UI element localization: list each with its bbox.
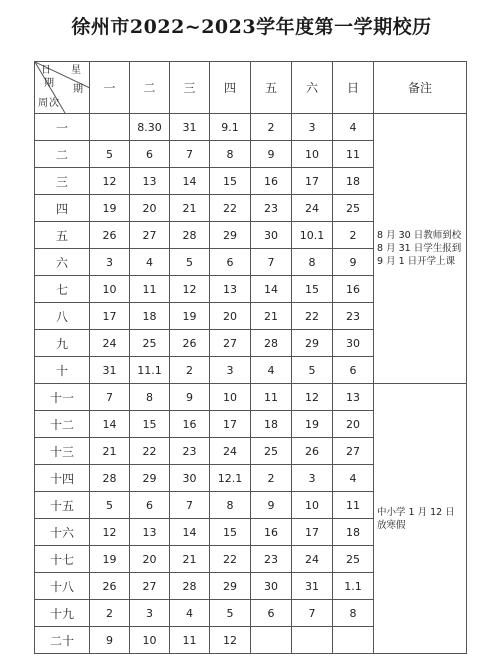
- day-header-wed: 三: [170, 62, 210, 114]
- date-cell: 28: [90, 465, 130, 492]
- school-calendar-table: [34, 61, 467, 654]
- week-number-cell: 八: [35, 303, 90, 330]
- date-cell: 15: [130, 411, 170, 438]
- week-number-cell: 五: [35, 222, 90, 249]
- date-cell: 29: [130, 465, 170, 492]
- note-winter-break: [374, 384, 467, 654]
- date-cell: 15: [210, 168, 251, 195]
- date-cell: 8: [130, 384, 170, 411]
- note-semester-start: [374, 114, 467, 384]
- date-cell: 9: [333, 249, 374, 276]
- day-header-sun: 日: [333, 62, 374, 114]
- date-cell: 12: [210, 627, 251, 654]
- date-cell: 25: [130, 330, 170, 357]
- corner-label-qi-top: 期: [44, 78, 54, 89]
- date-cell: 6: [130, 492, 170, 519]
- week-number-cell: 一: [35, 114, 90, 141]
- date-cell: 19: [292, 411, 333, 438]
- date-cell: 11: [333, 141, 374, 168]
- note-line: 中小学 1 月 12 日: [377, 506, 455, 518]
- date-cell: 28: [251, 330, 292, 357]
- date-cell: 5: [210, 600, 251, 627]
- week-number-cell: 七: [35, 276, 90, 303]
- date-cell: 6: [210, 249, 251, 276]
- date-cell: 11: [333, 492, 374, 519]
- page-title: 徐州市2022~2023学年度第一学期校历: [71, 16, 432, 38]
- date-cell: 19: [90, 546, 130, 573]
- day-header-thu: 四: [210, 62, 251, 114]
- date-cell: 7: [170, 141, 210, 168]
- date-cell: 23: [333, 303, 374, 330]
- date-cell: 22: [210, 195, 251, 222]
- date-cell: 3: [292, 465, 333, 492]
- date-cell: 12: [292, 384, 333, 411]
- date-cell: 29: [210, 573, 251, 600]
- date-cell: 27: [130, 222, 170, 249]
- date-cell: 23: [170, 438, 210, 465]
- week-number-cell: 十: [35, 357, 90, 384]
- date-cell: 16: [251, 168, 292, 195]
- corner-label-ri: 日: [41, 65, 51, 76]
- date-cell: 11: [251, 384, 292, 411]
- date-cell: 7: [292, 600, 333, 627]
- date-cell: 18: [251, 411, 292, 438]
- date-cell: 30: [251, 222, 292, 249]
- date-cell: 8: [210, 141, 251, 168]
- date-cell: 22: [130, 438, 170, 465]
- date-cell: 2: [170, 357, 210, 384]
- date-cell: 2: [90, 600, 130, 627]
- date-cell: 10: [292, 492, 333, 519]
- date-cell: 5: [292, 357, 333, 384]
- date-cell: 14: [170, 519, 210, 546]
- date-cell: 4: [333, 465, 374, 492]
- day-header-fri: 五: [251, 62, 292, 114]
- date-cell: 10.1: [292, 222, 333, 249]
- date-cell: 9: [170, 384, 210, 411]
- week-number-cell: 十五: [35, 492, 90, 519]
- date-cell: 15: [292, 276, 333, 303]
- date-cell: 7: [90, 384, 130, 411]
- date-cell: 12: [170, 276, 210, 303]
- date-cell: 19: [170, 303, 210, 330]
- date-cell: [333, 627, 374, 654]
- date-cell: 6: [130, 141, 170, 168]
- date-cell: 11: [170, 627, 210, 654]
- date-cell: 10: [292, 141, 333, 168]
- date-cell: 4: [170, 600, 210, 627]
- date-cell: 20: [333, 411, 374, 438]
- date-cell: [292, 627, 333, 654]
- date-cell: 25: [333, 195, 374, 222]
- date-cell: 2: [251, 114, 292, 141]
- date-cell: 29: [292, 330, 333, 357]
- note-line: 8 月 31 日学生报到: [377, 243, 462, 254]
- date-cell: 28: [170, 573, 210, 600]
- date-cell: 21: [170, 195, 210, 222]
- date-cell: 10: [210, 384, 251, 411]
- week-number-cell: 九: [35, 330, 90, 357]
- date-cell: 3: [90, 249, 130, 276]
- date-cell: 30: [251, 573, 292, 600]
- date-cell: 9: [251, 141, 292, 168]
- week-number-cell: 十六: [35, 519, 90, 546]
- date-cell: 29: [210, 222, 251, 249]
- date-cell: 30: [333, 330, 374, 357]
- date-cell: 26: [90, 222, 130, 249]
- date-cell: 27: [333, 438, 374, 465]
- week-number-cell: 二十: [35, 627, 90, 654]
- week-number-cell: 十七: [35, 546, 90, 573]
- date-cell: 26: [170, 330, 210, 357]
- date-cell: 17: [210, 411, 251, 438]
- date-cell: 17: [292, 519, 333, 546]
- date-cell: 22: [210, 546, 251, 573]
- date-cell: 10: [90, 276, 130, 303]
- day-header-mon: 一: [90, 62, 130, 114]
- date-cell: 7: [251, 249, 292, 276]
- week-number-cell: 六: [35, 249, 90, 276]
- date-cell: 6: [333, 357, 374, 384]
- date-cell: 9: [251, 492, 292, 519]
- date-cell: 16: [251, 519, 292, 546]
- date-cell: 23: [251, 195, 292, 222]
- corner-label-ci: 次: [49, 98, 59, 109]
- date-cell: 12.1: [210, 465, 251, 492]
- date-cell: 13: [333, 384, 374, 411]
- date-cell: 14: [251, 276, 292, 303]
- date-cell: 11.1: [130, 357, 170, 384]
- date-cell: 24: [210, 438, 251, 465]
- week-number-cell: 十二: [35, 411, 90, 438]
- date-cell: 15: [210, 519, 251, 546]
- date-cell: 5: [170, 249, 210, 276]
- date-cell: 21: [251, 303, 292, 330]
- week-number-cell: 二: [35, 141, 90, 168]
- date-cell: 10: [130, 627, 170, 654]
- date-cell: 8: [210, 492, 251, 519]
- calendar-body: [35, 114, 467, 654]
- date-cell: 20: [210, 303, 251, 330]
- date-cell: [251, 627, 292, 654]
- date-cell: 8: [333, 600, 374, 627]
- date-cell: 24: [292, 546, 333, 573]
- date-cell: 2: [333, 222, 374, 249]
- week-number-cell: 十三: [35, 438, 90, 465]
- date-cell: 4: [333, 114, 374, 141]
- date-cell: 3: [292, 114, 333, 141]
- date-cell: 13: [130, 519, 170, 546]
- day-header-tue: 二: [130, 62, 170, 114]
- week-number-cell: 三: [35, 168, 90, 195]
- date-cell: 4: [251, 357, 292, 384]
- date-cell: 8.30: [130, 114, 170, 141]
- week-number-cell: 十四: [35, 465, 90, 492]
- date-cell: 16: [333, 276, 374, 303]
- week-number-cell: 十一: [35, 384, 90, 411]
- week-row: [35, 114, 467, 141]
- date-cell: 24: [292, 195, 333, 222]
- date-cell: 31: [170, 114, 210, 141]
- date-cell: 13: [130, 168, 170, 195]
- day-header-sat: 六: [292, 62, 333, 114]
- date-cell: 21: [170, 546, 210, 573]
- date-cell: 26: [292, 438, 333, 465]
- corner-header-cell: [35, 62, 90, 114]
- date-cell: 4: [130, 249, 170, 276]
- note-line: 放寒假: [377, 519, 406, 531]
- date-cell: 5: [90, 492, 130, 519]
- date-cell: 6: [251, 600, 292, 627]
- date-cell: 8: [292, 249, 333, 276]
- date-cell: 18: [333, 519, 374, 546]
- week-row: [35, 384, 467, 411]
- date-cell: 9.1: [210, 114, 251, 141]
- date-cell: 12: [90, 168, 130, 195]
- date-cell: 13: [210, 276, 251, 303]
- date-cell: 9: [90, 627, 130, 654]
- date-cell: 22: [292, 303, 333, 330]
- date-cell: 18: [130, 303, 170, 330]
- week-number-cell: 十八: [35, 573, 90, 600]
- corner-label-qi-right: 期: [73, 84, 83, 95]
- date-cell: [90, 114, 130, 141]
- date-cell: 20: [130, 546, 170, 573]
- date-cell: 1.1: [333, 573, 374, 600]
- date-cell: 5: [90, 141, 130, 168]
- week-number-cell: 十九: [35, 600, 90, 627]
- date-cell: 17: [90, 303, 130, 330]
- corner-label-zhou: 周: [38, 98, 48, 109]
- date-cell: 25: [251, 438, 292, 465]
- date-cell: 25: [333, 546, 374, 573]
- date-cell: 12: [90, 519, 130, 546]
- week-number-cell: 四: [35, 195, 90, 222]
- note-line: 9 月 1 日开学上课: [377, 256, 456, 267]
- date-cell: 23: [251, 546, 292, 573]
- header-row: [35, 62, 467, 114]
- date-cell: 19: [90, 195, 130, 222]
- date-cell: 18: [333, 168, 374, 195]
- corner-label-xing: 星: [71, 65, 81, 76]
- date-cell: 14: [170, 168, 210, 195]
- date-cell: 3: [130, 600, 170, 627]
- date-cell: 27: [210, 330, 251, 357]
- date-cell: 20: [130, 195, 170, 222]
- date-cell: 30: [170, 465, 210, 492]
- date-cell: 28: [170, 222, 210, 249]
- date-cell: 27: [130, 573, 170, 600]
- note-line: 8 月 30 日教师到校: [377, 230, 462, 241]
- date-cell: 14: [90, 411, 130, 438]
- date-cell: 21: [90, 438, 130, 465]
- date-cell: 7: [170, 492, 210, 519]
- date-cell: 31: [90, 357, 130, 384]
- date-cell: 26: [90, 573, 130, 600]
- date-cell: 2: [251, 465, 292, 492]
- date-cell: 3: [210, 357, 251, 384]
- date-cell: 31: [292, 573, 333, 600]
- date-cell: 24: [90, 330, 130, 357]
- date-cell: 16: [170, 411, 210, 438]
- date-cell: 17: [292, 168, 333, 195]
- notes-header: 备注: [374, 62, 467, 114]
- date-cell: 11: [130, 276, 170, 303]
